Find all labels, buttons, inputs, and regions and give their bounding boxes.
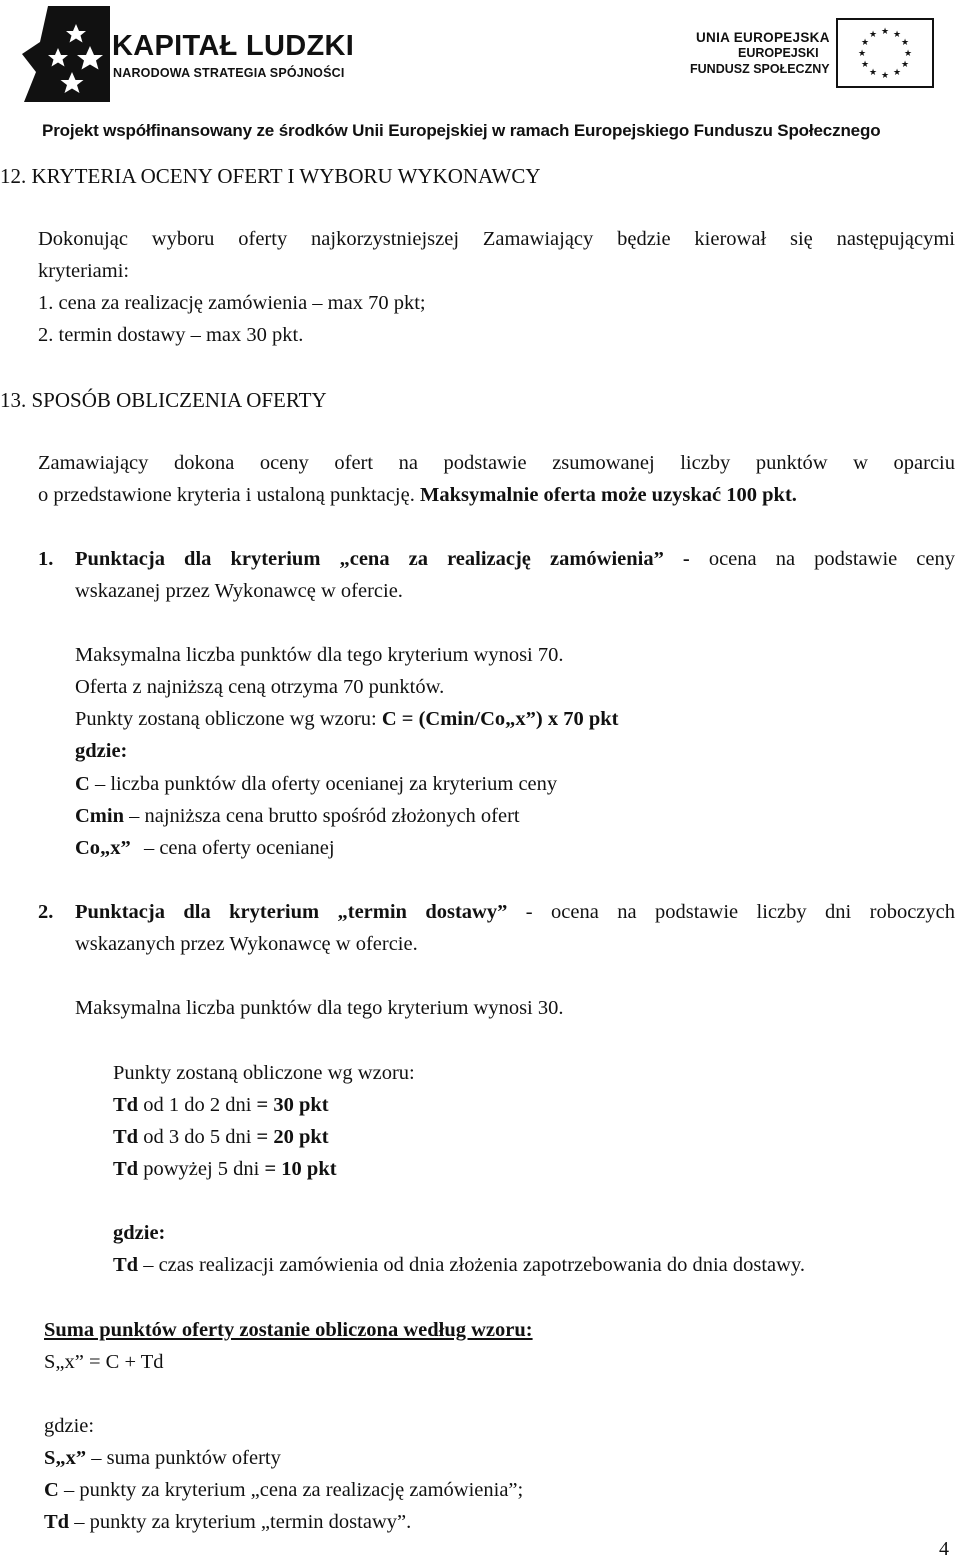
def-term: Td bbox=[44, 1511, 70, 1533]
section-12-intro-line1: Dokonując wyboru oferty najkorzystniejszej Zamawiający będzie kierował się następującymi bbox=[38, 228, 955, 250]
svg-text:★: ★ bbox=[860, 38, 870, 48]
svg-text:★: ★ bbox=[857, 49, 867, 59]
def-text: – cena oferty ocenianej bbox=[143, 837, 335, 859]
criterion-2-rule-1 bbox=[113, 1094, 329, 1117]
def-term: Td bbox=[113, 1254, 139, 1276]
svg-text:★: ★ bbox=[880, 27, 890, 37]
criterion-1-title-rest: ocena na podstawie ceny bbox=[708, 548, 956, 570]
def-term: Cmin bbox=[75, 805, 124, 827]
rule-points: = 30 pkt bbox=[256, 1094, 329, 1116]
sum-formula: S„x” = C + Td bbox=[44, 1351, 164, 1373]
rule-points: = 10 pkt bbox=[264, 1158, 337, 1180]
def-text: – suma punktów oferty bbox=[91, 1447, 281, 1469]
eu-flag-icon bbox=[836, 18, 934, 88]
rule-term: Td bbox=[113, 1094, 139, 1116]
sum-def-td bbox=[44, 1511, 411, 1534]
def-text: – liczba punktów dla oferty ocenianej za kryterium ceny bbox=[94, 773, 558, 795]
criterion-2-number: 2. bbox=[38, 901, 54, 923]
sum-def-c bbox=[44, 1479, 523, 1502]
rule-range: od 1 do 2 dni bbox=[143, 1094, 252, 1116]
section-12-heading: 12. KRYTERIA OCENY OFERT I WYBORU WYKONAWCY bbox=[0, 164, 541, 188]
criterion-1-def-cmin bbox=[75, 805, 520, 828]
criterion-2-gdzie: gdzie: bbox=[113, 1222, 166, 1244]
def-term: C bbox=[75, 773, 90, 795]
criterion-1-title-bold: Punktacja dla kryterium „cena za realizację zamówienia” - bbox=[75, 548, 690, 570]
svg-text:★: ★ bbox=[868, 30, 878, 40]
svg-text:★: ★ bbox=[880, 71, 890, 81]
svg-text:★: ★ bbox=[868, 68, 878, 78]
logo-title: KAPITAŁ LUDZKI bbox=[112, 30, 355, 62]
section-13-intro-text: o przedstawione kryteria i ustaloną punktację. bbox=[38, 484, 415, 506]
rule-points: = 20 pkt bbox=[256, 1126, 329, 1148]
def-text: – czas realizacji zamówienia od dnia złożenia zapotrzebowania do dnia dostawy. bbox=[143, 1254, 805, 1276]
rule-range: powyżej 5 dni bbox=[143, 1158, 260, 1180]
criterion-1-formula: C = (Cmin/Co„x”) x 70 pkt bbox=[381, 708, 619, 730]
max-points-note: Maksymalnie oferta może uzyskać 100 pkt. bbox=[419, 484, 797, 506]
sum-def-s bbox=[44, 1447, 281, 1470]
criterion-2-def-td bbox=[113, 1254, 805, 1277]
section-12-intro-line2: kryteriami: bbox=[38, 260, 130, 282]
eu-label-line3: FUNDUSZ SPOŁECZNY bbox=[690, 62, 830, 76]
criterion-2-title-line2: wskazanych przez Wykonawcę w ofercie. bbox=[75, 933, 418, 955]
page-number: 4 bbox=[939, 1538, 949, 1560]
criterion-1-formula-line bbox=[75, 708, 618, 731]
section-13-intro-line2 bbox=[38, 484, 797, 507]
def-text: – najniższa cena brutto spośród złożonych ofert bbox=[129, 805, 520, 827]
eu-label-line1: UNIA EUROPEJSKA bbox=[696, 30, 830, 45]
svg-text:★: ★ bbox=[900, 38, 910, 48]
criterion-2-rule-2 bbox=[113, 1126, 329, 1149]
section-13-intro-line1: Zamawiający dokona oceny ofert na podstawie zsumowanej liczby punktów w oparciu bbox=[38, 452, 955, 474]
criterion-2-title-rest: - ocena na podstawie liczby dni roboczych bbox=[525, 901, 956, 923]
criterion-list-item-1: 1. cena za realizację zamówienia – max 70 pkt; bbox=[38, 292, 426, 314]
criterion-2-rule-3 bbox=[113, 1158, 337, 1181]
project-funding-line: Projekt współfinansowany ze środków Unii Europejskiej w ramach Europejskiego Funduszu Społecznego bbox=[42, 121, 881, 140]
criterion-1-formula-text: Punkty zostaną obliczone wg wzoru: bbox=[75, 708, 377, 730]
criterion-2-title-bold: Punktacja dla kryterium „termin dostawy” bbox=[75, 901, 508, 923]
criterion-2-max-points: Maksymalna liczba punktów dla tego kryterium wynosi 30. bbox=[75, 997, 564, 1019]
svg-text:★: ★ bbox=[903, 49, 913, 59]
rule-term: Td bbox=[113, 1126, 139, 1148]
rule-range: od 3 do 5 dni bbox=[143, 1126, 252, 1148]
svg-text:★: ★ bbox=[900, 60, 910, 70]
criterion-2-formula-text: Punkty zostaną obliczone wg wzoru: bbox=[113, 1062, 415, 1084]
kapital-ludzki-logo-icon bbox=[18, 2, 112, 106]
section-13-heading: 13. SPOSÓB OBLICZENIA OFERTY bbox=[0, 388, 327, 412]
criterion-1-max-points: Maksymalna liczba punktów dla tego kryterium wynosi 70. bbox=[75, 644, 564, 666]
def-term: S„x” bbox=[44, 1447, 87, 1469]
def-text: – punkty za kryterium „cena za realizację zamówienia”; bbox=[63, 1479, 524, 1501]
criterion-2-title bbox=[75, 901, 955, 924]
criterion-1-lowest-price-note: Oferta z najniższą ceną otrzyma 70 punktów. bbox=[75, 676, 445, 698]
svg-text:★: ★ bbox=[892, 68, 902, 78]
eu-label-line2: EUROPEJSKI bbox=[738, 46, 819, 60]
criterion-1-number: 1. bbox=[38, 548, 54, 570]
criterion-1-gdzie: gdzie: bbox=[75, 740, 128, 762]
def-term: C bbox=[44, 1479, 59, 1501]
criterion-1-title-line2: wskazanej przez Wykonawcę w ofercie. bbox=[75, 580, 403, 602]
def-term: Co„x” bbox=[75, 837, 131, 859]
criterion-1-title bbox=[75, 548, 955, 571]
svg-text:★: ★ bbox=[892, 30, 902, 40]
svg-text:★: ★ bbox=[860, 60, 870, 70]
criterion-list-item-2: 2. termin dostawy – max 30 pkt. bbox=[38, 324, 304, 346]
logo-subtitle: NARODOWA STRATEGIA SPÓJNOŚCI bbox=[113, 66, 345, 80]
criterion-1-def-co bbox=[75, 837, 335, 860]
sum-gdzie: gdzie: bbox=[44, 1415, 95, 1437]
rule-term: Td bbox=[113, 1158, 139, 1180]
criterion-1-def-c bbox=[75, 773, 557, 796]
sum-heading: Suma punktów oferty zostanie obliczona według wzoru: bbox=[44, 1319, 533, 1341]
def-text: – punkty za kryterium „termin dostawy”. bbox=[74, 1511, 412, 1533]
